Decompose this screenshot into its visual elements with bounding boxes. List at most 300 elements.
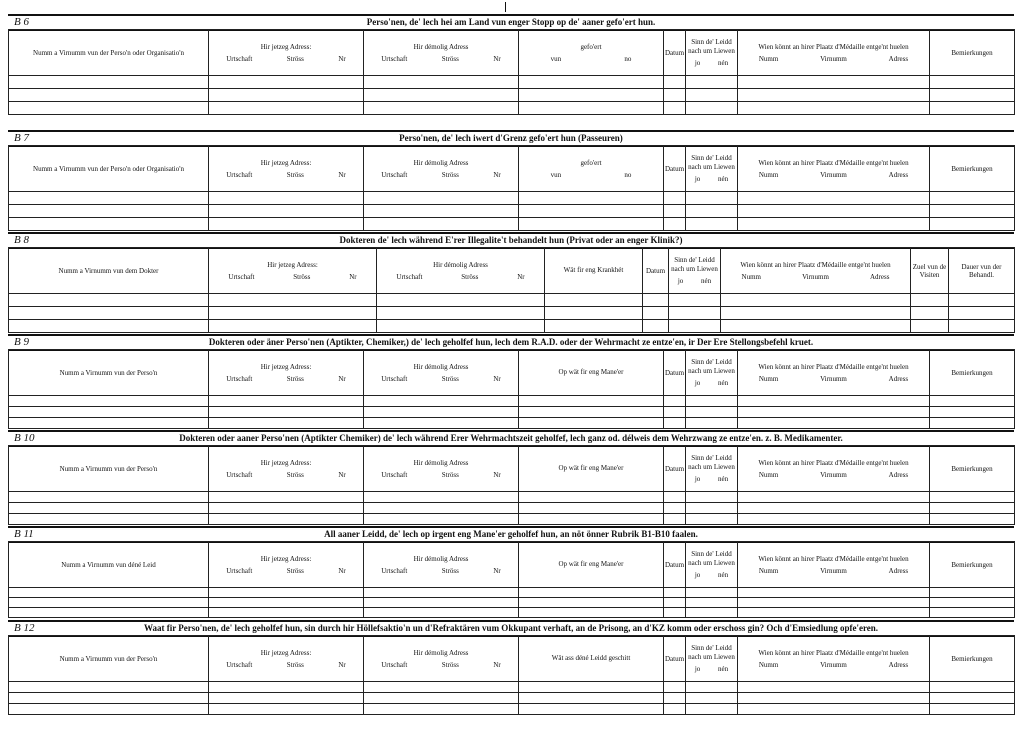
former-address-header-label: Hir démolig Adress bbox=[413, 458, 469, 467]
medal-subcols bbox=[738, 375, 929, 383]
medal-header bbox=[738, 350, 930, 396]
entry-cell[interactable] bbox=[519, 396, 664, 407]
entry-row bbox=[9, 514, 1015, 525]
entry-cell[interactable] bbox=[364, 407, 519, 418]
entry-cell[interactable] bbox=[364, 514, 519, 525]
entry-cell[interactable] bbox=[209, 307, 377, 320]
entry-row bbox=[9, 76, 1015, 89]
entry-cell[interactable] bbox=[209, 418, 364, 429]
entry-cell[interactable] bbox=[519, 89, 664, 102]
entry-cell[interactable] bbox=[377, 307, 545, 320]
subcol-nr: Nr bbox=[493, 374, 501, 383]
entry-cell[interactable] bbox=[209, 205, 364, 218]
entry-cell[interactable] bbox=[930, 598, 1015, 608]
first-col-header: Numm a Virnumm vun der Perso'n bbox=[9, 350, 209, 396]
entry-cell[interactable] bbox=[519, 102, 664, 115]
entry-cell[interactable] bbox=[519, 407, 664, 418]
remarks-header: Bemierkungen bbox=[930, 30, 1015, 76]
alive-header bbox=[686, 446, 738, 492]
entry-cell[interactable] bbox=[930, 218, 1015, 231]
entry-cell[interactable] bbox=[721, 294, 911, 307]
entry-cell[interactable] bbox=[364, 102, 519, 115]
alive-header bbox=[686, 350, 738, 396]
entry-cell[interactable] bbox=[209, 598, 364, 608]
entry-cell[interactable] bbox=[519, 218, 664, 231]
remarks-header: Bemierkungen bbox=[930, 542, 1015, 588]
former-address-header-label: Hir démolig Adress bbox=[413, 554, 469, 563]
entry-cell[interactable] bbox=[930, 693, 1015, 704]
entry-cell[interactable] bbox=[9, 693, 209, 704]
entry-cell[interactable] bbox=[738, 396, 930, 407]
entry-cell[interactable] bbox=[738, 588, 930, 598]
entry-cell[interactable] bbox=[686, 682, 738, 693]
middle-col-header bbox=[519, 446, 664, 492]
current-address-header-subcols bbox=[209, 375, 363, 383]
entry-cell[interactable] bbox=[911, 320, 949, 333]
entry-cell[interactable] bbox=[364, 218, 519, 231]
subcol-urtschaft: Urtschaft bbox=[381, 660, 408, 669]
entry-cell[interactable] bbox=[643, 307, 669, 320]
no-label: nén bbox=[718, 475, 729, 483]
entry-cell[interactable] bbox=[377, 294, 545, 307]
header-row bbox=[9, 248, 1015, 294]
entry-cell[interactable] bbox=[930, 205, 1015, 218]
header-row bbox=[9, 350, 1015, 396]
entry-cell[interactable] bbox=[930, 704, 1015, 715]
middle-subcol: no bbox=[624, 54, 632, 63]
middle-col-header bbox=[519, 542, 664, 588]
former-address-header bbox=[364, 636, 519, 682]
entry-cell[interactable] bbox=[519, 76, 664, 89]
section-table bbox=[8, 445, 1015, 525]
entry-cell[interactable] bbox=[686, 492, 738, 503]
entry-cell[interactable] bbox=[664, 205, 686, 218]
entry-cell[interactable] bbox=[930, 492, 1015, 503]
subcol-urtschaft: Urtschaft bbox=[226, 54, 253, 63]
former-address-header-subcols bbox=[364, 171, 518, 179]
entry-cell[interactable] bbox=[519, 693, 664, 704]
entry-cell[interactable] bbox=[9, 218, 209, 231]
former-address-header-label: Hir démolig Adress bbox=[413, 648, 469, 657]
entry-cell[interactable] bbox=[930, 682, 1015, 693]
yes-label: jo bbox=[677, 277, 684, 285]
entry-cell[interactable] bbox=[930, 503, 1015, 514]
subcol-numm: Numm bbox=[758, 470, 779, 479]
subcol-urtschaft: Urtschaft bbox=[396, 272, 423, 281]
entry-row bbox=[9, 320, 1015, 333]
date-header: Datum bbox=[643, 248, 669, 294]
subcol-stross: Ströss bbox=[441, 54, 459, 63]
entry-cell[interactable] bbox=[911, 294, 949, 307]
entry-cell[interactable] bbox=[9, 192, 209, 205]
alive-subcols bbox=[686, 59, 737, 67]
entry-cell[interactable] bbox=[519, 608, 664, 618]
entry-cell[interactable] bbox=[930, 396, 1015, 407]
entry-cell[interactable] bbox=[738, 418, 930, 429]
current-address-header-label: Hir jetzeg Adress: bbox=[260, 648, 312, 657]
entry-cell[interactable] bbox=[686, 218, 738, 231]
entry-cell[interactable] bbox=[209, 503, 364, 514]
entry-cell[interactable] bbox=[664, 682, 686, 693]
entry-cell[interactable] bbox=[686, 89, 738, 102]
subcol-urtschaft: Urtschaft bbox=[381, 470, 408, 479]
entry-cell[interactable] bbox=[364, 598, 519, 608]
entry-cell[interactable] bbox=[643, 320, 669, 333]
first-col-header: Numm a Virnumm vun dem Dokter bbox=[9, 248, 209, 294]
header-row bbox=[9, 636, 1015, 682]
former-address-header-subcols bbox=[364, 55, 518, 63]
former-address-header-subcols bbox=[364, 567, 518, 575]
entry-cell[interactable] bbox=[664, 492, 686, 503]
section-title: Perso'nen, de' lech iwert d'Grenz gefo'ert hun (Passeuren) bbox=[399, 133, 623, 143]
entry-cell[interactable] bbox=[519, 418, 664, 429]
entry-cell[interactable] bbox=[664, 693, 686, 704]
subcol-stross: Ströss bbox=[286, 54, 304, 63]
entry-cell[interactable] bbox=[686, 205, 738, 218]
entry-cell[interactable] bbox=[545, 307, 643, 320]
entry-cell[interactable] bbox=[9, 407, 209, 418]
entry-row bbox=[9, 588, 1015, 598]
middle-subcol: vun bbox=[550, 54, 562, 63]
entry-cell[interactable] bbox=[686, 588, 738, 598]
entry-row bbox=[9, 492, 1015, 503]
subcol-adress: Adress bbox=[888, 170, 909, 179]
entry-cell[interactable] bbox=[738, 192, 930, 205]
former-address-header-subcols bbox=[364, 375, 518, 383]
entry-cell[interactable] bbox=[930, 407, 1015, 418]
former-address-header-label: Hir démolig Adress bbox=[433, 260, 488, 269]
entry-cell[interactable] bbox=[209, 192, 364, 205]
entry-cell[interactable] bbox=[664, 192, 686, 205]
subcol-adress: Adress bbox=[888, 374, 909, 383]
entry-cell[interactable] bbox=[9, 294, 209, 307]
entry-cell[interactable] bbox=[519, 492, 664, 503]
yes-label: jo bbox=[694, 379, 701, 387]
entry-cell[interactable] bbox=[738, 407, 930, 418]
entry-cell[interactable] bbox=[686, 407, 738, 418]
entry-cell[interactable] bbox=[664, 704, 686, 715]
entry-cell[interactable] bbox=[209, 407, 364, 418]
entry-cell[interactable] bbox=[9, 503, 209, 514]
entry-cell[interactable] bbox=[738, 682, 930, 693]
no-label: nén bbox=[701, 277, 712, 285]
entry-cell[interactable] bbox=[9, 588, 209, 598]
duration-header: Dauer vun der Behandl. bbox=[949, 248, 1015, 294]
entry-cell[interactable] bbox=[664, 598, 686, 608]
entry-cell[interactable] bbox=[209, 704, 364, 715]
subcol-adress: Adress bbox=[870, 272, 890, 281]
subcol-adress: Adress bbox=[888, 470, 909, 479]
entry-cell[interactable] bbox=[9, 608, 209, 618]
middle-subcol: no bbox=[624, 170, 632, 179]
section-b6 bbox=[8, 14, 1014, 116]
entry-cell[interactable] bbox=[519, 192, 664, 205]
middle-subcols bbox=[519, 55, 663, 63]
entry-cell[interactable] bbox=[738, 218, 930, 231]
section-code: B 11 bbox=[14, 528, 34, 540]
entry-cell[interactable] bbox=[643, 294, 669, 307]
subcol-nr: Nr bbox=[493, 170, 501, 179]
subcol-numm: Numm bbox=[758, 170, 779, 179]
entry-cell[interactable] bbox=[209, 76, 364, 89]
entry-cell[interactable] bbox=[364, 418, 519, 429]
entry-cell[interactable] bbox=[738, 89, 930, 102]
entry-cell[interactable] bbox=[669, 307, 721, 320]
entry-cell[interactable] bbox=[949, 294, 1015, 307]
entry-cell[interactable] bbox=[364, 396, 519, 407]
entry-cell[interactable] bbox=[738, 76, 930, 89]
entry-row bbox=[9, 693, 1015, 704]
entry-cell[interactable] bbox=[930, 608, 1015, 618]
subcol-urtschaft: Urtschaft bbox=[381, 566, 408, 575]
entry-cell[interactable] bbox=[949, 307, 1015, 320]
entry-cell[interactable] bbox=[9, 418, 209, 429]
section-title: Dokteren de' lech während E'rer Illegalite't behandelt hun (Privat oder an enger Klinik?) bbox=[339, 235, 683, 245]
entry-cell[interactable] bbox=[686, 418, 738, 429]
entry-cell[interactable] bbox=[664, 102, 686, 115]
subcol-stross: Ströss bbox=[286, 660, 304, 669]
section-table bbox=[8, 635, 1015, 715]
entry-cell[interactable] bbox=[738, 608, 930, 618]
entry-cell[interactable] bbox=[377, 320, 545, 333]
entry-cell[interactable] bbox=[686, 704, 738, 715]
entry-cell[interactable] bbox=[519, 588, 664, 598]
no-label: nén bbox=[718, 175, 729, 183]
entry-cell[interactable] bbox=[9, 102, 209, 115]
section-title: Waat fir Perso'nen, de' lech geholfef hun, sin durch hir Höllefsaktio'n un d'Refraktären vum Okkupant verhaft, an de Prisong, an d'KZ komm oder erschoss gin? Och d'Emsiedlung opfe'eren. bbox=[143, 623, 879, 633]
section-code: B 9 bbox=[14, 336, 29, 348]
entry-cell[interactable] bbox=[209, 218, 364, 231]
current-address-header-subcols bbox=[209, 273, 376, 281]
entry-cell[interactable] bbox=[364, 693, 519, 704]
medal-header bbox=[738, 542, 930, 588]
entry-cell[interactable] bbox=[364, 608, 519, 618]
entry-cell[interactable] bbox=[664, 588, 686, 598]
entry-cell[interactable] bbox=[686, 693, 738, 704]
yes-label: jo bbox=[694, 665, 701, 673]
entry-row bbox=[9, 307, 1015, 320]
entry-cell[interactable] bbox=[9, 704, 209, 715]
entry-cell[interactable] bbox=[209, 492, 364, 503]
entry-cell[interactable] bbox=[545, 294, 643, 307]
section-title: Perso'nen, de' lech hei am Land vun enger Stopp op de' aaner gefo'ert hun. bbox=[366, 17, 656, 27]
medal-header bbox=[738, 636, 930, 682]
entry-cell[interactable] bbox=[9, 307, 209, 320]
alive-header bbox=[686, 542, 738, 588]
entry-cell[interactable] bbox=[664, 503, 686, 514]
entry-cell[interactable] bbox=[949, 320, 1015, 333]
subcol-nr: Nr bbox=[338, 660, 346, 669]
entry-cell[interactable] bbox=[364, 588, 519, 598]
entry-cell[interactable] bbox=[364, 89, 519, 102]
entry-cell[interactable] bbox=[669, 294, 721, 307]
entry-cell[interactable] bbox=[209, 693, 364, 704]
entry-cell[interactable] bbox=[364, 205, 519, 218]
subcol-virnumm: Virnumm bbox=[820, 54, 847, 63]
top-center-mark bbox=[505, 2, 506, 12]
entry-cell[interactable] bbox=[545, 320, 643, 333]
medal-label: Wien könnt an hirer Plaatz d'Médaille entge'nt huelen bbox=[758, 648, 909, 657]
entry-cell[interactable] bbox=[209, 396, 364, 407]
entry-cell[interactable] bbox=[686, 76, 738, 89]
entry-cell[interactable] bbox=[9, 76, 209, 89]
subcol-nr: Nr bbox=[338, 54, 346, 63]
remarks-header: Bemierkungen bbox=[930, 350, 1015, 396]
medal-label: Wien könnt an hirer Plaatz d'Médaille entge'nt huelen bbox=[758, 158, 909, 167]
entry-cell[interactable] bbox=[911, 307, 949, 320]
entry-cell[interactable] bbox=[738, 598, 930, 608]
entry-cell[interactable] bbox=[519, 598, 664, 608]
entry-cell[interactable] bbox=[738, 102, 930, 115]
section-code: B 7 bbox=[14, 132, 29, 144]
middle-col-label: gefo'ert bbox=[580, 158, 602, 167]
entry-cell[interactable] bbox=[9, 598, 209, 608]
subcol-stross: Ströss bbox=[441, 660, 459, 669]
entry-cell[interactable] bbox=[738, 693, 930, 704]
subcol-numm: Numm bbox=[758, 660, 779, 669]
entry-cell[interactable] bbox=[686, 598, 738, 608]
entry-cell[interactable] bbox=[930, 192, 1015, 205]
entry-cell[interactable] bbox=[664, 418, 686, 429]
entry-cell[interactable] bbox=[669, 320, 721, 333]
subcol-stross: Ströss bbox=[286, 470, 304, 479]
entry-cell[interactable] bbox=[930, 102, 1015, 115]
entry-cell[interactable] bbox=[9, 682, 209, 693]
subcol-urtschaft: Urtschaft bbox=[226, 374, 253, 383]
entry-cell[interactable] bbox=[686, 396, 738, 407]
entry-cell[interactable] bbox=[364, 682, 519, 693]
current-address-header bbox=[209, 350, 364, 396]
former-address-header bbox=[364, 146, 519, 192]
entry-cell[interactable] bbox=[209, 89, 364, 102]
entry-cell[interactable] bbox=[686, 102, 738, 115]
entry-cell[interactable] bbox=[686, 514, 738, 525]
entry-cell[interactable] bbox=[209, 102, 364, 115]
entry-cell[interactable] bbox=[519, 704, 664, 715]
entry-cell[interactable] bbox=[930, 588, 1015, 598]
medal-header bbox=[721, 248, 911, 294]
entry-cell[interactable] bbox=[664, 514, 686, 525]
entry-cell[interactable] bbox=[9, 89, 209, 102]
date-header: Datum bbox=[664, 350, 686, 396]
entry-cell[interactable] bbox=[364, 503, 519, 514]
subcol-nr: Nr bbox=[517, 272, 525, 281]
current-address-header-subcols bbox=[209, 171, 363, 179]
entry-cell[interactable] bbox=[930, 514, 1015, 525]
entry-cell[interactable] bbox=[9, 396, 209, 407]
alive-subcols bbox=[686, 665, 737, 673]
entry-cell[interactable] bbox=[519, 514, 664, 525]
no-label: nén bbox=[718, 379, 729, 387]
entry-cell[interactable] bbox=[686, 192, 738, 205]
entry-cell[interactable] bbox=[364, 704, 519, 715]
entry-cell[interactable] bbox=[364, 492, 519, 503]
middle-subcol: vun bbox=[550, 170, 562, 179]
current-address-header-subcols bbox=[209, 661, 363, 669]
entry-cell[interactable] bbox=[721, 320, 911, 333]
alive-label: Sinn de' Leidd nach um Liewen bbox=[688, 550, 735, 567]
section-b12 bbox=[8, 620, 1014, 716]
visits-header: Zuel vun de Visiten bbox=[911, 248, 949, 294]
entry-cell[interactable] bbox=[930, 89, 1015, 102]
section-title: Dokteren oder aaner Perso'nen (Aptikter Chemiker) de' lech während Erer Wehrmachtszeit geholfef, lech ganz od. délweis dem Wehrzwang ze entze'en. z. B. Medikamenter. bbox=[179, 433, 843, 443]
entry-cell[interactable] bbox=[664, 76, 686, 89]
entry-row bbox=[9, 89, 1015, 102]
date-header: Datum bbox=[664, 446, 686, 492]
entry-cell[interactable] bbox=[930, 76, 1015, 89]
entry-cell[interactable] bbox=[9, 320, 209, 333]
former-address-header bbox=[364, 30, 519, 76]
entry-cell[interactable] bbox=[209, 682, 364, 693]
entry-cell[interactable] bbox=[209, 514, 364, 525]
section-table bbox=[8, 541, 1015, 618]
entry-cell[interactable] bbox=[664, 218, 686, 231]
entry-cell[interactable] bbox=[721, 307, 911, 320]
subcol-virnumm: Virnumm bbox=[802, 272, 829, 281]
entry-cell[interactable] bbox=[738, 704, 930, 715]
entry-cell[interactable] bbox=[664, 396, 686, 407]
alive-label: Sinn de' Leidd nach um Liewen bbox=[688, 454, 735, 471]
subcol-nr: Nr bbox=[338, 470, 346, 479]
entry-cell[interactable] bbox=[686, 503, 738, 514]
entry-cell[interactable] bbox=[519, 205, 664, 218]
entry-cell[interactable] bbox=[738, 503, 930, 514]
entry-cell[interactable] bbox=[519, 503, 664, 514]
entry-cell[interactable] bbox=[738, 492, 930, 503]
entry-cell[interactable] bbox=[664, 608, 686, 618]
entry-cell[interactable] bbox=[209, 320, 377, 333]
subcol-stross: Ströss bbox=[441, 374, 459, 383]
entry-cell[interactable] bbox=[364, 192, 519, 205]
entry-row bbox=[9, 704, 1015, 715]
entry-cell[interactable] bbox=[519, 682, 664, 693]
entry-cell[interactable] bbox=[664, 407, 686, 418]
section-table bbox=[8, 29, 1015, 115]
no-label: nén bbox=[718, 59, 729, 67]
date-header: Datum bbox=[664, 636, 686, 682]
section-table bbox=[8, 145, 1015, 231]
entry-cell[interactable] bbox=[9, 514, 209, 525]
middle-col-label: Op wät fir eng Mane'er bbox=[558, 464, 624, 472]
current-address-header-label: Hir jetzeg Adress: bbox=[260, 362, 312, 371]
entry-cell[interactable] bbox=[686, 608, 738, 618]
entry-cell[interactable] bbox=[664, 89, 686, 102]
entry-row bbox=[9, 682, 1015, 693]
alive-subcols bbox=[686, 475, 737, 483]
entry-cell[interactable] bbox=[364, 76, 519, 89]
current-address-header bbox=[209, 248, 377, 294]
entry-cell[interactable] bbox=[209, 608, 364, 618]
subcol-urtschaft: Urtschaft bbox=[381, 54, 408, 63]
current-address-header-label: Hir jetzeg Adress: bbox=[260, 554, 312, 563]
medal-header bbox=[738, 30, 930, 76]
current-address-header bbox=[209, 636, 364, 682]
entry-cell[interactable] bbox=[738, 514, 930, 525]
header-row bbox=[9, 146, 1015, 192]
entry-cell[interactable] bbox=[209, 588, 364, 598]
entry-cell[interactable] bbox=[9, 205, 209, 218]
alive-subcols bbox=[686, 571, 737, 579]
subcol-urtschaft: Urtschaft bbox=[226, 566, 253, 575]
section-b10 bbox=[8, 430, 1014, 524]
entry-cell[interactable] bbox=[209, 294, 377, 307]
entry-cell[interactable] bbox=[738, 205, 930, 218]
entry-cell[interactable] bbox=[9, 492, 209, 503]
medal-label: Wien könnt an hirer Plaatz d'Médaille entge'nt huelen bbox=[758, 554, 909, 563]
entry-cell[interactable] bbox=[930, 418, 1015, 429]
middle-col-header bbox=[519, 30, 664, 76]
subcol-nr: Nr bbox=[338, 170, 346, 179]
